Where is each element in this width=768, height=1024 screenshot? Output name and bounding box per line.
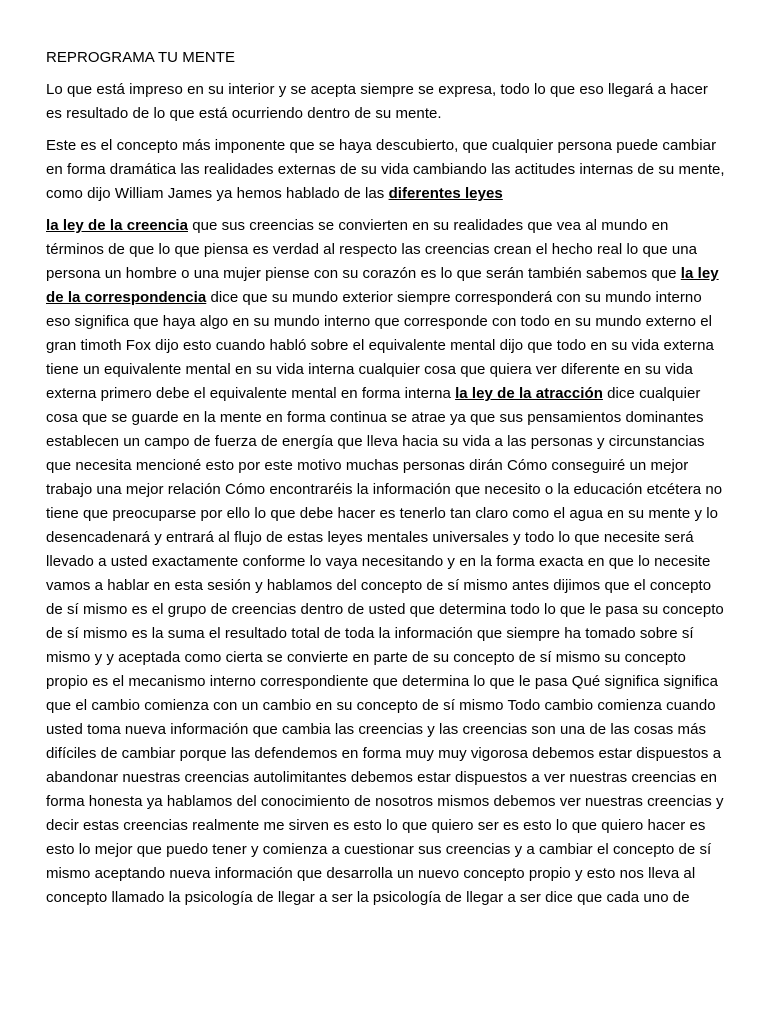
paragraph-concept	[46, 134, 726, 206]
law-atraccion-heading: la ley de la atracción	[455, 385, 603, 402]
law-atraccion-text: dice cualquier cosa que se guarde en la mente en forma continua se atrae ya que sus pensamientos dominantes establecen un campo de fuerza de energía que lleva hacia su vida a las personas y circunstancias que necesita mencioné esto por este motivo muchas personas dirán Cómo conseguiré un mejor trabajo una mejor relación Cómo encontraréis la información que necesito o la educación etcétera no tiene que preocuparse por ello lo que debe hacer es tenerlo tan claro como el agua en su mente y lo desencadenará y entrará al flujo de estas leyes mentales universales y todo lo que necesite será llevado a usted exactamente conforme lo vaya necesitando y en la forma exacta en que lo necesite vamos a hablar en esta sesión y hablamos del concepto de sí mismo antes dijimos que el concepto de sí mismo es el grupo de creencias dentro de usted que determina todo lo que le pasa su concepto de sí mismo es la suma el resultado total de toda la información que siempre ha tomado sobre sí mismo y y aceptada como cierta se convierte en parte de su concepto de sí mismo su concepto propio es el mecanismo interno correspondiente que determina lo que le pasa Qué significa significa que el cambio comienza con un cambio en su concepto de sí mismo Todo cambio comienza cuando usted toma nueva información que cambia las creencias y las creencias son una de las cosas más difíciles de cambiar porque las defendemos en forma muy muy vigorosa debemos estar dispuestos a abandonar nuestras creencias autolimitantes debemos estar dispuestos a ver nuestras creencias en forma honesta ya hablamos del conocimiento de nosotros mismos debemos ver nuestras creencias y decir estas creencias realmente me sirven es esto lo que quiero ser es esto lo que quiero hacer es esto lo mejor que puedo tener y comienza a cuestionar sus creencias y a cambiar el concepto de sí mismo aceptando nueva información que desarrolla un nuevo concepto propio y esto nos lleva al concepto llamado la psicología de llegar a ser la psicología de llegar a ser dice que cada uno de	[46, 385, 724, 906]
paragraph-laws	[46, 214, 726, 910]
law-correspondencia-heading: la ley de la correspondencia	[46, 265, 719, 306]
document-title: REPROGRAMA TU MENTE	[46, 49, 236, 66]
highlight-diferentes-leyes: diferentes leyes	[388, 185, 503, 202]
law-creencia-heading: la ley de la creencia	[46, 217, 188, 234]
paragraph-intro: Lo que está impreso en su interior y se acepta siempre se expresa, todo lo que eso llegará a hacer es resultado de lo que está ocurriendo dentro de su mente.	[46, 81, 708, 122]
law-creencia-text: que sus creencias se convierten en su realidades que vea al mundo en términos de que lo que piensa es verdad al respecto las creencias crean el hecho real lo que una persona un hombre o una mujer piense con su corazón es lo que serán también sabemos que	[46, 217, 698, 282]
document-body	[46, 46, 726, 918]
paragraph-concept-text: Este es el concepto más imponente que se haya descubierto, que cualquier persona puede cambiar en forma dramática las realidades externas de su vida cambiando las actitudes internas de su mente, como dijo William James ya hemos hablado de las	[46, 137, 725, 202]
law-correspondencia-text: dice que su mundo exterior siempre corresponderá con su mundo interno eso significa que haya algo en su mundo interno que corresponde con todo en su mundo externo el gran timoth Fox dijo esto cuando habló sobre el equivalente mental dijo que todo en su vida externa tiene un equivalente mental en su vida interna cualquier cosa que quiera ver diferente en su vida externa primero debe el equivalente mental en forma interna	[46, 289, 714, 402]
